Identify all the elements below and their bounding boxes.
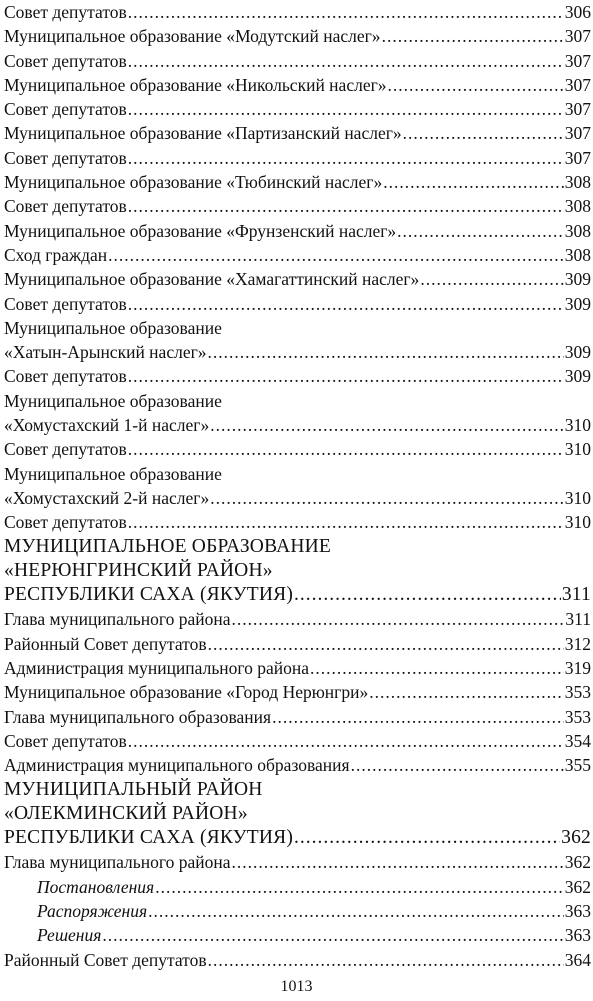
- toc-entry: [4, 389, 591, 413]
- toc-entry-title: МУНИЦИПАЛЬНОЕ ОБРАЗОВАНИЕ: [4, 535, 332, 557]
- toc-entry: [4, 24, 591, 48]
- toc-entry: [4, 170, 591, 194]
- toc-entry-title: МУНИЦИПАЛЬНЫЙ РАЙОН: [4, 778, 263, 800]
- toc-entry-title: Администрация муниципального района: [4, 658, 310, 679]
- toc-entry: [4, 802, 591, 826]
- toc-entry: [4, 364, 591, 388]
- toc-entry: [4, 243, 591, 267]
- table-of-contents: [4, 0, 591, 972]
- toc-entry-title: РЕСПУБЛИКИ САХА (ЯКУТИЯ): [4, 584, 294, 606]
- dot-leader: [128, 146, 564, 170]
- dot-leader: [388, 73, 564, 97]
- toc-entry: [4, 607, 591, 631]
- toc-entry-page: 308: [564, 220, 591, 241]
- toc-entry-page: 312: [564, 633, 591, 654]
- toc-entry-title: Глава муниципального образования: [4, 706, 272, 727]
- dot-leader: [128, 49, 564, 73]
- dot-leader: [128, 437, 564, 461]
- toc-entry-title: Распоряжения: [37, 900, 148, 921]
- toc-entry: [4, 656, 591, 680]
- toc-entry: [4, 194, 591, 218]
- toc-entry-title: Муниципальное образование «Город Нерюнгри»: [4, 682, 369, 703]
- toc-entry-title: Совет депутатов: [4, 366, 127, 387]
- toc-entry-title: «Хомустахский 2-й наслег»: [4, 487, 210, 508]
- toc-entry-page: 307: [564, 99, 591, 120]
- toc-entry-page: 310: [564, 487, 591, 508]
- toc-entry: [4, 923, 591, 947]
- dot-leader: [210, 486, 564, 510]
- toc-entry-title: Районный Совет депутатов: [4, 949, 207, 970]
- dot-leader: [208, 340, 564, 364]
- dot-leader: [128, 292, 564, 316]
- dot-leader: [272, 705, 564, 729]
- toc-entry: [4, 486, 591, 510]
- toc-entry: [4, 267, 591, 291]
- toc-entry: [4, 146, 591, 170]
- toc-entry-page: 310: [564, 439, 591, 460]
- toc-entry: [4, 559, 591, 583]
- dot-leader: [210, 413, 564, 437]
- toc-entry-title: Муниципальное образование «Хамагаттинский наслег»: [4, 269, 420, 290]
- toc-entry-page: 306: [564, 2, 591, 22]
- toc-entry-title: Муниципальное образование «Фрунзенский наслег»: [4, 220, 397, 241]
- toc-entry-title: Совет депутатов: [4, 2, 127, 22]
- toc-entry-title: РЕСПУБЛИКИ САХА (ЯКУТИЯ): [4, 827, 294, 849]
- toc-entry: [4, 121, 591, 145]
- toc-entry: [4, 875, 591, 899]
- toc-entry-title: Совет депутатов: [4, 196, 127, 217]
- toc-entry: [4, 49, 591, 73]
- toc-entry-title: Совет депутатов: [4, 439, 127, 460]
- toc-entry-page: 309: [564, 366, 591, 387]
- toc-entry-title: Муниципальное образование «Никольский наслег»: [4, 74, 387, 95]
- dot-leader: [148, 899, 564, 923]
- toc-entry-page: 309: [564, 269, 591, 290]
- toc-entry-title: Муниципальное образование «Модутский наслег»: [4, 26, 381, 47]
- dot-leader: [420, 267, 563, 291]
- toc-entry-page: 353: [564, 682, 591, 703]
- toc-entry-page: 311: [561, 584, 591, 606]
- toc-entry-page: 364: [564, 949, 591, 970]
- toc-entry-page: 310: [564, 415, 591, 436]
- toc-entry-page: 355: [564, 755, 591, 776]
- toc-entry: [4, 340, 591, 364]
- toc-entry: [4, 292, 591, 316]
- toc-entry: [4, 583, 591, 607]
- toc-entry: [4, 729, 591, 753]
- toc-entry-title: Муниципальное образование «Партизанский наслег»: [4, 123, 402, 144]
- toc-entry-title: «Хатын-Арынский наслег»: [4, 342, 207, 363]
- dot-leader: [232, 607, 565, 631]
- toc-entry: [4, 899, 591, 923]
- toc-entry-page: 308: [564, 172, 591, 193]
- toc-entry-page: 309: [564, 342, 591, 363]
- toc-entry-title: Совет депутатов: [4, 730, 127, 751]
- dot-leader: [397, 219, 564, 243]
- toc-entry-page: 307: [564, 74, 591, 95]
- toc-entry: [4, 850, 591, 874]
- toc-entry-title: Глава муниципального района: [4, 609, 231, 630]
- toc-entry-title: Постановления: [37, 876, 155, 897]
- toc-entry-page: 363: [564, 900, 591, 921]
- toc-entry-page: 308: [564, 196, 591, 217]
- toc-entry-title: Решения: [37, 925, 102, 946]
- toc-entry: [4, 510, 591, 534]
- toc-entry-page: 310: [564, 512, 591, 533]
- toc-entry: [4, 73, 591, 97]
- toc-entry-page: 307: [564, 147, 591, 168]
- toc-entry-title: Муниципальное образование: [4, 463, 222, 484]
- toc-entry-title: Администрация муниципального образования: [4, 755, 350, 776]
- toc-entry-page: 307: [564, 50, 591, 71]
- dot-leader: [208, 948, 564, 972]
- toc-entry: [4, 778, 591, 802]
- toc-entry: [4, 632, 591, 656]
- dot-leader: [128, 0, 564, 24]
- toc-entry: [4, 462, 591, 486]
- dot-leader: [128, 729, 564, 753]
- toc-entry-page: 353: [564, 706, 591, 727]
- toc-entry: [4, 437, 591, 461]
- toc-entry: [4, 753, 591, 777]
- toc-entry-title: Сход граждан: [4, 244, 108, 265]
- toc-entry: [4, 219, 591, 243]
- dot-leader: [128, 194, 564, 218]
- dot-leader: [294, 583, 561, 607]
- dot-leader: [155, 875, 564, 899]
- toc-entry-title: Совет депутатов: [4, 512, 127, 533]
- toc-entry-title: Районный Совет депутатов: [4, 633, 207, 654]
- toc-entry: [4, 316, 591, 340]
- toc-entry-title: «Хомустахский 1-й наслег»: [4, 415, 210, 436]
- page-number: 1013: [280, 978, 313, 995]
- dot-leader: [294, 826, 560, 850]
- toc-entry-page: 363: [564, 925, 591, 946]
- toc-entry-page: 362: [564, 876, 591, 897]
- toc-entry-page: 362: [561, 827, 591, 849]
- toc-entry: [4, 97, 591, 121]
- toc-entry-page: 307: [564, 123, 591, 144]
- toc-entry-title: Совет депутатов: [4, 293, 127, 314]
- toc-entry: [4, 705, 591, 729]
- toc-entry: [4, 413, 591, 437]
- dot-leader: [310, 656, 564, 680]
- toc-entry-page: 311: [565, 609, 591, 630]
- toc-entry-title: «ОЛЕКМИНСКИЙ РАЙОН»: [4, 802, 248, 824]
- dot-leader: [128, 97, 564, 121]
- dot-leader: [102, 923, 563, 947]
- dot-leader: [128, 364, 564, 388]
- toc-entry: [4, 826, 591, 850]
- toc-entry-title: Совет депутатов: [4, 50, 127, 71]
- toc-entry-page: 319: [564, 658, 591, 679]
- toc-entry: [4, 535, 591, 559]
- toc-entry: [4, 0, 591, 24]
- toc-entry-title: «НЕРЮНГРИНСКИЙ РАЙОН»: [4, 559, 273, 581]
- toc-entry-page: 309: [564, 293, 591, 314]
- toc-entry-page: 307: [564, 26, 591, 47]
- toc-entry-page: 354: [564, 730, 591, 751]
- toc-entry-title: Муниципальное образование: [4, 390, 222, 411]
- toc-entry-page: 362: [564, 852, 591, 873]
- dot-leader: [383, 170, 564, 194]
- toc-entry-title: Совет депутатов: [4, 147, 127, 168]
- toc-entry: [4, 948, 591, 972]
- dot-leader: [403, 121, 564, 145]
- toc-entry-title: Муниципальное образование: [4, 317, 222, 338]
- toc-entry-title: Глава муниципального района: [4, 852, 231, 873]
- dot-leader: [108, 243, 564, 267]
- toc-entry-title: Муниципальное образование «Тюбинский наслег»: [4, 172, 383, 193]
- toc-entry-title: Совет депутатов: [4, 99, 127, 120]
- toc-entry-page: 308: [564, 244, 591, 265]
- dot-leader: [208, 632, 564, 656]
- dot-leader: [128, 510, 564, 534]
- dot-leader: [232, 850, 564, 874]
- dot-leader: [351, 753, 564, 777]
- dot-leader: [369, 680, 564, 704]
- toc-entry: [4, 680, 591, 704]
- dot-leader: [382, 24, 564, 48]
